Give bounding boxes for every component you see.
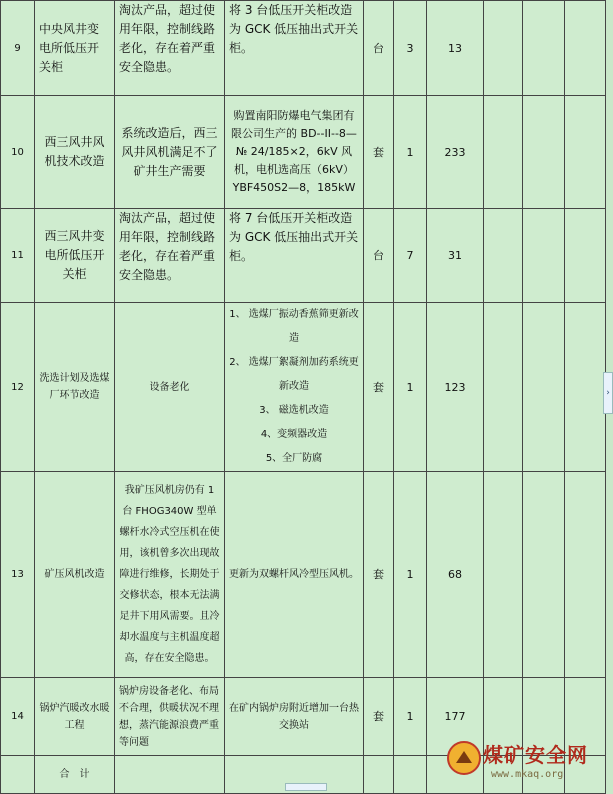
row-number: 14 xyxy=(1,678,35,756)
row-number: 9 xyxy=(1,1,35,96)
quantity-cell: 1 xyxy=(394,96,427,209)
project-reason: 淘汰产品，超过使用年限，控制线路老化，存在着严重安全隐患。 xyxy=(115,1,225,96)
project-reason: 设备老化 xyxy=(115,303,225,472)
unit-cell: 套 xyxy=(364,678,394,756)
table-row xyxy=(1,209,606,303)
unit-cell: 台 xyxy=(364,1,394,96)
amount-cell: 68 xyxy=(427,472,484,678)
measure-item: 5、全厂防腐 xyxy=(265,453,323,464)
unit-cell: 套 xyxy=(364,96,394,209)
total-label: 合 计 xyxy=(35,756,115,794)
row-number: 12 xyxy=(1,303,35,472)
mine-logo-icon xyxy=(447,741,481,775)
project-measure: 购置南阳防爆电气集团有限公司生产的 BD--II--8—№ 24/185×2，6kV 风机，电机选高压（6kV）YBF450S2—8，185kW xyxy=(225,96,364,209)
project-name: 锅炉汽暖改水暖工程 xyxy=(35,678,115,756)
project-name: 西三风井变电所低压开关柜 xyxy=(35,209,115,303)
unit-cell: 套 xyxy=(364,303,394,472)
scroll-bottom-handle[interactable] xyxy=(285,783,327,791)
quantity-cell: 3 xyxy=(394,1,427,96)
amount-cell: 123 xyxy=(427,303,484,472)
unit-cell: 套 xyxy=(364,472,394,678)
amount-cell: 177 xyxy=(427,678,484,756)
project-reason: 淘汰产品，超过使用年限，控制线路老化，存在着严重安全隐患。 xyxy=(115,209,225,303)
measure-item: 1、 选煤厂振动香蕉筛更新改造 xyxy=(229,309,359,344)
project-name: 西三风井风机技术改造 xyxy=(35,96,115,209)
project-reason: 锅炉房设备老化、布局不合理，供暖状况不理想，蒸汽能源浪费严重等问题 xyxy=(115,678,225,756)
unit-cell: 台 xyxy=(364,209,394,303)
amount-cell: 31 xyxy=(427,209,484,303)
quantity-cell: 1 xyxy=(394,472,427,678)
project-measure-list xyxy=(225,303,364,472)
amount-cell: 233 xyxy=(427,96,484,209)
project-name: 洗选计划及选煤厂环节改造 xyxy=(35,303,115,472)
table-row xyxy=(1,1,606,96)
quantity-cell: 1 xyxy=(394,678,427,756)
watermark-title: 煤矿安全网 xyxy=(483,743,588,767)
project-measure: 更新为双螺杆风冷型压风机。 xyxy=(225,472,364,678)
table-row xyxy=(1,96,606,209)
row-number: 10 xyxy=(1,96,35,209)
scroll-right-handle[interactable]: › xyxy=(603,372,613,414)
quantity-cell: 1 xyxy=(394,303,427,472)
project-reason: 我矿压风机房仍有 1 台 FHOG340W 型单螺杆水冷式空压机在使用，该机曾多次出现故障进行维修，长期处于交修状态，根本无法满足井下用风需要。且冷却水温度与主机温度超高，存在安全隐患。 xyxy=(115,472,225,678)
row-number: 11 xyxy=(1,209,35,303)
measure-item: 4、变频器改造 xyxy=(260,429,328,440)
project-name: 矿压风机改造 xyxy=(35,472,115,678)
amount-cell: 13 xyxy=(427,1,484,96)
site-watermark xyxy=(447,737,607,787)
row-number: 13 xyxy=(1,472,35,678)
project-measure: 将 3 台低压开关柜改造为 GCK 低压抽出式开关柜。 xyxy=(225,1,364,96)
project-reason: 系统改造后，西三风井风机满足不了矿井生产需要 xyxy=(115,96,225,209)
measure-item: 2、 选煤厂絮凝剂加药系统更新改造 xyxy=(229,357,359,392)
project-measure: 将 7 台低压开关柜改造为 GCK 低压抽出式开关柜。 xyxy=(225,209,364,303)
table-row xyxy=(1,472,606,678)
table-row xyxy=(1,303,606,472)
project-measure: 在矿内锅炉房附近增加一台热交换站 xyxy=(225,678,364,756)
measure-item: 3、 磁选机改造 xyxy=(259,405,329,416)
watermark-url: www.mkaq.org xyxy=(491,769,564,780)
quantity-cell: 7 xyxy=(394,209,427,303)
project-name: 中央风井变电所低压开关柜 xyxy=(35,1,115,96)
